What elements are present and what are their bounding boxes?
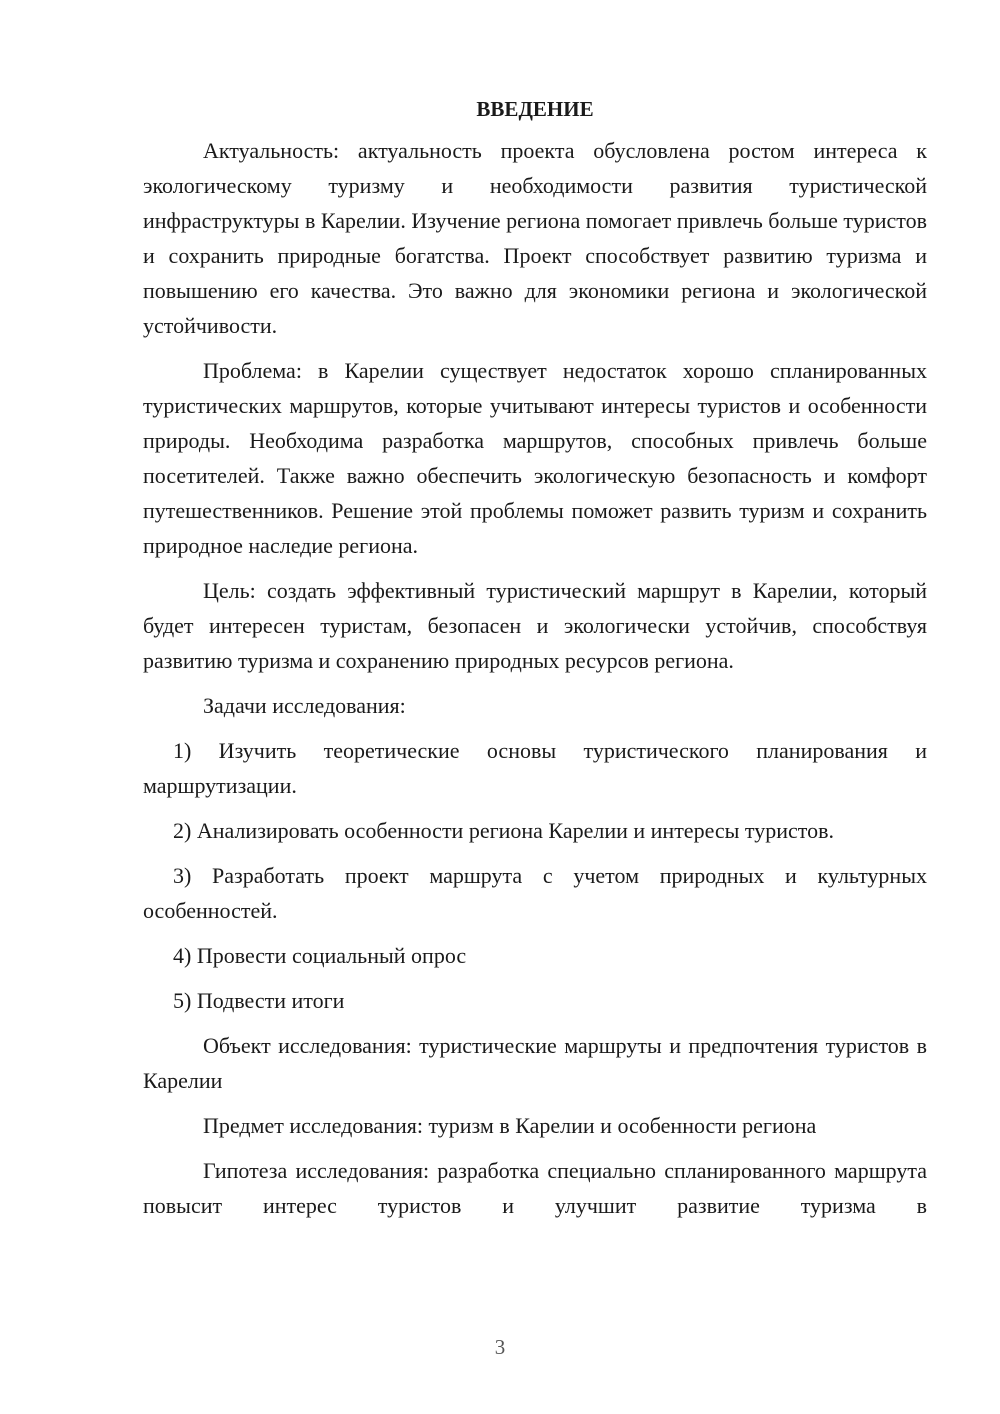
task-item-4: 4) Провести социальный опрос xyxy=(173,943,467,968)
task-item-1: 1) Изучить теоретические основы туристического планирования и маршрутизации. xyxy=(143,738,927,798)
paragraph-object: Объект исследования: туристические маршруты и предпочтения туристов в Карелии xyxy=(143,1033,927,1093)
paragraph-hypothesis: Гипотеза исследования: разработка специально спланированного маршрута повысит интерес туристов и улучшит развитие туризма в xyxy=(143,1158,927,1218)
paragraph-subject: Предмет исследования: туризм в Карелии и особенности региона xyxy=(203,1113,817,1138)
task-item-2: 2) Анализировать особенности региона Карелии и интересы туристов. xyxy=(173,818,834,843)
paragraph-problem: Проблема: в Карелии существует недостаток хорошо спланированных туристических маршрутов, которые учитывают интересы туристов и особенности природы. Необходима разработка маршрутов, способных привлечь больше посетителей. Также важно обеспечить экологическую безопасность и комфорт путешественников. Решение этой проблемы поможет развить туризм и сохранить природное наследие региона. xyxy=(143,358,927,558)
paragraph-relevance: Актуальность: актуальность проекта обусловлена ростом интереса к экологическому туризму и необходимости развития туристической инфраструктуры в Карелии. Изучение региона помогает привлечь больше туристов и сохранить природные богатства. Проект способствует развитию туризма и повышению его качества. Это важно для экономики региона и экологической устойчивости. xyxy=(143,138,927,338)
page-title: ВВЕДЕНИЕ xyxy=(476,97,594,121)
paragraph-goal: Цель: создать эффективный туристический маршрут в Карелии, который будет интересен туристам, безопасен и экологически устойчив, способствуя развитию туризма и сохранению природных ресурсов региона. xyxy=(143,578,927,673)
task-item-5: 5) Подвести итоги xyxy=(173,988,345,1013)
page-number: 3 xyxy=(494,1335,506,1359)
task-item-3: 3) Разработать проект маршрута с учетом природных и культурных особенностей. xyxy=(143,863,927,923)
paragraph-tasks-heading: Задачи исследования: xyxy=(203,693,406,718)
